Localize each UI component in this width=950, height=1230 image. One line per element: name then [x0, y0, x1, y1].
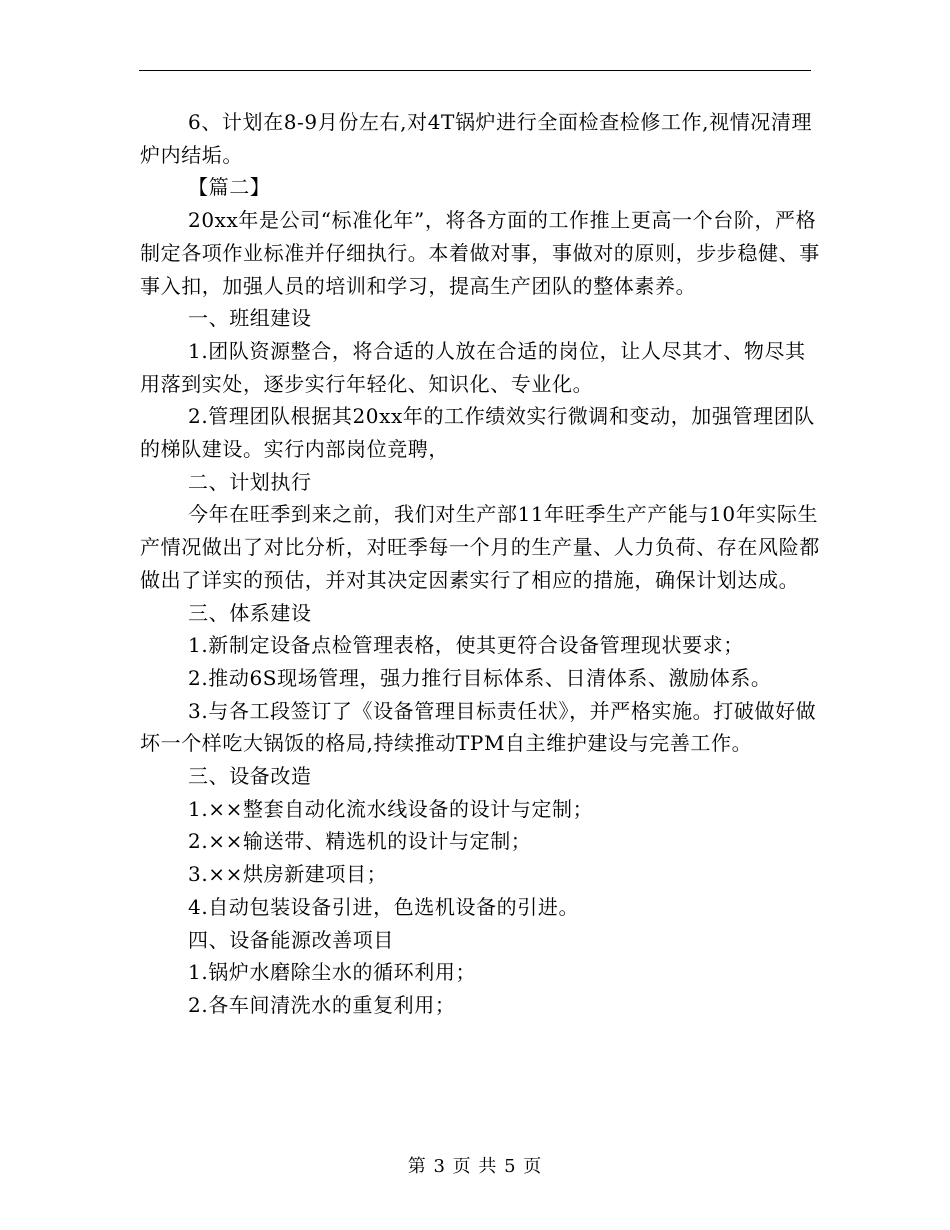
page-footer: 第 3 页 共 5 页 — [407, 1156, 543, 1177]
header-rule — [139, 70, 811, 71]
paragraph: 20xx年是公司“标准化年”，将各方面的工作推上更高一个台阶，严格制定各项作业标准并仔细执行。本着做对事，事做对的原则，步步稳健、事事入扣，加强人员的培训和学习，提高生产团队的整体素养。 — [140, 208, 820, 298]
paragraph: 1.锅炉水磨除尘水的循环利用； — [188, 960, 477, 985]
paragraph: 四、设备能源改善项目 — [188, 927, 394, 952]
paragraph: 今年在旺季到来之前，我们对生产部11年旺季生产产能与10年实际生产情况做出了对比分析，对旺季每一个月的生产量、人力负荷、存在风险都做出了详实的预估，并对其决定因素实行了相应的措施，确保计划达成。 — [140, 502, 820, 592]
paragraph: 2.管理团队根据其20xx年的工作绩效实行微调和变动，加强管理团队的梯队建设。实行内部岗位竞聘， — [140, 404, 815, 462]
paragraph: 2.推动6S现场管理，强力推行目标体系、日清体系、激励体系。 — [188, 665, 772, 690]
paragraph: 【篇二】 — [188, 175, 271, 200]
paragraph: 1.××整套自动化流水线设备的设计与定制； — [188, 796, 594, 821]
paragraph: 6、计划在8-9月份左右,对4T锅炉进行全面检查检修工作,视情况清理炉内结垢。 — [140, 110, 813, 167]
paragraph: 1.团队资源整合，将合适的人放在合适的岗位，让人尽其才、物尽其用落到实处，逐步实行年轻化、知识化、专业化。 — [140, 338, 806, 396]
paragraph: 2.各车间清洗水的重复利用； — [188, 992, 456, 1017]
paragraph: 三、体系建设 — [188, 600, 312, 625]
paragraph: 三、设备改造 — [188, 764, 312, 789]
paragraph: 1.新制定设备点检管理表格，使其更符合设备管理现状要求； — [188, 633, 744, 658]
paragraph: 4.自动包装设备引进，色选机设备的引进。 — [188, 894, 580, 919]
paragraph: 3.××烘房新建项目； — [188, 862, 388, 887]
document-body — [140, 106, 820, 1022]
paragraph: 3.与各工段签订了《设备管理目标责任状》，并严格实施。打破做好做坏一个样吃大锅饭的格局,持续推动TPM自主维护建设与完善工作。 — [140, 698, 817, 756]
paragraph: 二、计划执行 — [188, 469, 312, 494]
paragraph: 2.××输送带、精选机的设计与定制； — [188, 829, 532, 854]
paragraph: 一、班组建设 — [188, 306, 312, 331]
